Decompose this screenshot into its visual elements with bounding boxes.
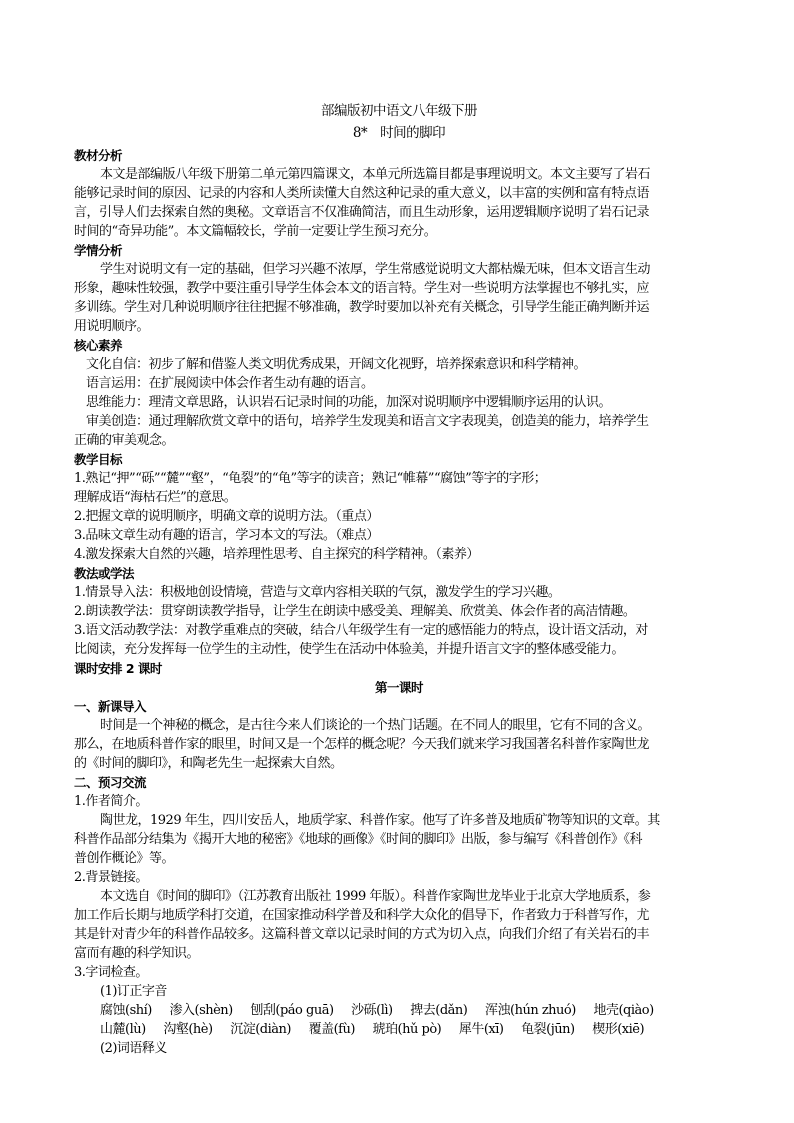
core-item: 审美创造：通过理解欣赏文章中的语句，培养学生发现美和语言文字表现美，创造美的能力，培养学生 <box>86 414 649 429</box>
vocabulary-heading: (2)词语释义 <box>100 1041 167 1056</box>
pronunciation-item: 琥珀(hǔ pò) <box>372 1022 442 1037</box>
pronunciation-item: 刨刮(páo guā) <box>250 1003 334 1018</box>
goal-item: 2.把握文章的说明顺序，明确文章的说明方法。（重点） <box>74 509 379 524</box>
paragraph-line: 富而有趣的科学知识。 <box>74 946 200 961</box>
pronunciation-item: 覆盖(fù) <box>308 1022 355 1037</box>
method-item: 3.语文活动教学法：对教学重难点的突破，结合八年级学生有一定的感悟能力的特点，设计语文活动，对 <box>74 623 648 638</box>
pronunciation-row <box>74 1001 724 1020</box>
doc-title: 部编版初中语文八年级下册 <box>321 103 477 119</box>
method-item: 1.情景导入法：积极地创设情境，营造与文章内容相关联的气氛，激发学生的学习兴趣。 <box>74 585 561 600</box>
author-heading: 1.作者简介。 <box>74 794 148 809</box>
paragraph-line: 那么，在地质科普作家的眼里，时间又是一个怎样的概念呢？今天我们就来学习我国著名科普作家陶世龙 <box>74 737 650 752</box>
pronunciation-item: 犀牛(xī) <box>458 1022 504 1037</box>
paragraph-line: 本文选自《时间的脚印》（江苏教育出版社 1999 年版）。科普作家陶世龙毕业于北京大学地质系，参 <box>100 889 651 904</box>
pronunciation-item: 浑浊(hún zhuó) <box>485 1003 576 1018</box>
heading-methods: 教法或学法 <box>74 566 135 581</box>
goal-item: 1.熟记“押”“砾”“麓”“壑”，“龟裂”的“龟”等字的读音；熟记“帷幕”“腐蚀”等字的字形； <box>74 471 547 486</box>
first-period-heading: 第一课时 <box>374 680 423 695</box>
core-item: 正确的审美观念。 <box>74 433 175 448</box>
paragraph-line: 陶世龙，1929 年生，四川安岳人，地质学家、科普作家。他写了许多普及地质矿物等知识的文章。其 <box>100 813 660 828</box>
pronunciation-item: 沙砾(lì) <box>351 1003 393 1018</box>
pronunciation-item: 沟壑(hè) <box>163 1022 213 1037</box>
goal-item: 3.品味文章生动有趣的语言，学习本文的写法。（难点） <box>74 528 379 543</box>
paragraph-line: 多训练。学生对几种说明顺序往往把握不够准确，教学时要加以补充有关概念，引导学生能正确判断并运 <box>74 300 650 315</box>
paragraph-line: 用说明顺序。 <box>74 319 150 334</box>
background-heading: 2.背景链接。 <box>74 870 148 885</box>
heading-goals: 教学目标 <box>74 452 123 467</box>
document-page <box>74 100 724 1058</box>
heading-analysis: 教材分析 <box>74 148 123 163</box>
paragraph-line: 形象，趣味性较强，教学中要注重引导学生体会本文的语言特。学生对一些说明方法掌握也不够扎实，应 <box>74 281 650 296</box>
schedule: 课时安排 2 课时 <box>74 661 162 676</box>
paragraph-line: 科普作品部分结集为《揭开大地的秘密》《地球的画像》《时间的脚印》出版，参与编写《科普创作》《科 <box>74 832 643 847</box>
heading-preview: 二、预习交流 <box>74 775 147 790</box>
pronunciation-item: 龟裂(jūn) <box>521 1022 575 1037</box>
paragraph-line: 学生对说明文有一定的基础，但学习兴趣不浓厚，学生常感觉说明文大都枯燥无味，但本文语言生动 <box>100 262 651 277</box>
pronunciation-item: 腐蚀(shí) <box>100 1003 152 1018</box>
pronunciation-item: 地壳(qiào) <box>593 1003 654 1018</box>
pronunciation-item: 渗入(shèn) <box>169 1003 233 1018</box>
paragraph-line: 时间是一个神秘的概念，是古往今来人们谈论的一个热门话题。在不同人的眼里，它有不同的含义。 <box>100 718 651 733</box>
paragraph-line: 能够记录时间的原因、记录的内容和人类所读懂大自然这种记录的重大意义，以丰富的实例和富有特点语 <box>74 186 650 201</box>
paragraph-line: 言，引导人们去探索自然的奥秘。文章语言不仅准确简洁，而且生动形象，运用逻辑顺序说明了岩石记录 <box>74 205 650 220</box>
paragraph-line: 其是针对青少年的科普作品较多。这篇科普文章以记录时间的方式为切入点，向我们介绍了有关岩石的丰 <box>74 927 650 942</box>
heading-intro: 一、新课导入 <box>74 699 147 714</box>
pronunciation-item: 楔形(xiē) <box>592 1022 645 1037</box>
pronunciation-heading: (1)订正字音 <box>100 984 167 999</box>
heading-core: 核心素养 <box>74 338 123 353</box>
core-item: 思维能力：理清文章思路，认识岩石记录时间的功能，加深对说明顺序中逻辑顺序运用的认识。 <box>86 395 612 410</box>
pronunciation-row <box>74 1020 724 1039</box>
goal-item: 理解成语“海枯石烂”的意思。 <box>74 490 237 505</box>
paragraph-line: 普创作概论》等。 <box>74 851 175 866</box>
heading-students: 学情分析 <box>74 243 123 258</box>
words-heading: 3.字词检查。 <box>74 965 148 980</box>
core-item: 文化自信：初步了解和借鉴人类文明优秀成果，开阔文化视野，培养探索意识和科学精神。 <box>86 357 587 372</box>
paragraph-line: 加工作后长期与地质学科打交道，在国家推动科学普及和科学大众化的倡导下，作者致力于科普写作，尤 <box>74 908 650 923</box>
method-item: 2.朗读教学法：贯穿朗读教学指导，让学生在朗读中感受美、理解美、欣赏美、体会作者的高洁情趣。 <box>74 604 636 619</box>
paragraph-line: 时间的“奇异功能”。本文篇幅较长，学前一定要让学生预习充分。 <box>74 224 437 239</box>
pronunciation-item: 山麓(lù) <box>100 1022 146 1037</box>
lesson-title: 8* 时间的脚印 <box>352 125 446 141</box>
pronunciation-item: 沉淀(diàn) <box>230 1022 291 1037</box>
method-item: 比阅读，充分发挥每一位学生的主动性，使学生在活动中体验美，并提升语言文字的整体感受能力。 <box>74 642 625 657</box>
paragraph-line: 的《时间的脚印》，和陶老先生一起探索大自然。 <box>74 756 343 771</box>
core-item: 语言运用：在扩展阅读中体会作者生动有趣的语言。 <box>86 376 374 391</box>
goal-item: 4.激发探索大自然的兴趣，培养理性思考、自主探究的科学精神。（素养） <box>74 547 479 562</box>
pronunciation-item: 捭去(dǎn) <box>410 1003 468 1018</box>
paragraph-line: 本文是部编版八年级下册第二单元第四篇课文，本单元所选篇目都是事理说明文。本文主要写了岩石 <box>100 167 651 182</box>
